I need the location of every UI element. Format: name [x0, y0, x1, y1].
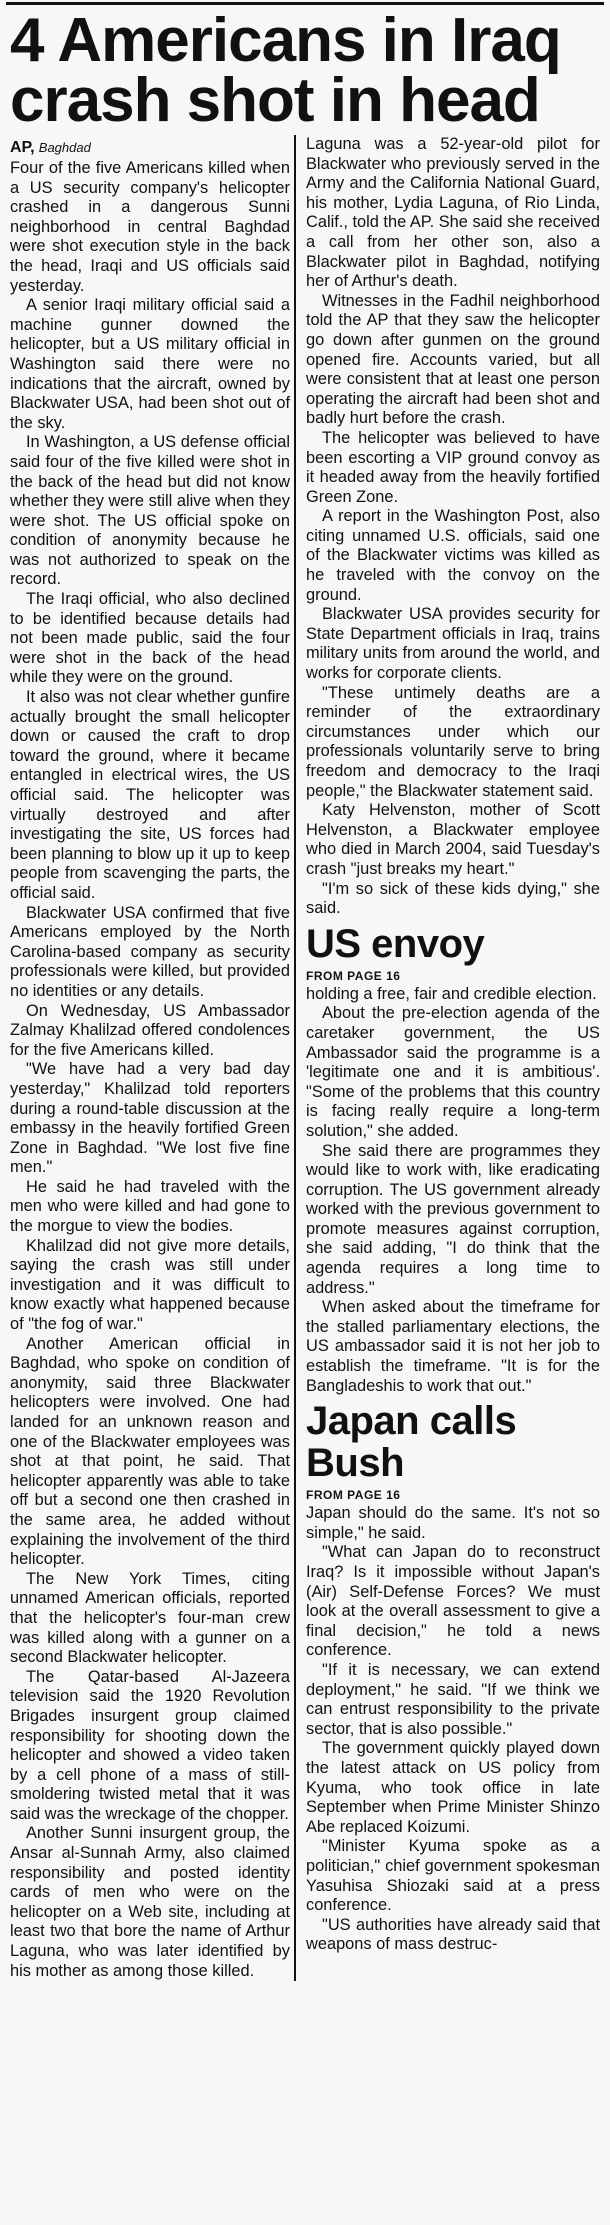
- paragraph: holding a free, fair and credible election.: [306, 984, 597, 1003]
- column-right: [294, 135, 604, 1981]
- paragraph: "Minister Kyuma spoke as a politician," chief government spokesman Yasuhisa Shiozaki said at a press conference.: [306, 1837, 600, 1915]
- paragraph: "US authorities have already said that weapons of mass destruc-: [306, 1915, 600, 1954]
- paragraph: Khalilzad did not give more details, saying the crash was still under investigation and it was difficult to know exactly what happened because of "the fog of war.": [10, 1236, 290, 1334]
- paragraph: A report in the Washington Post, also citing unnamed U.S. officials, said one of the Blackwater victims was killed as he traveled with the convoy on the ground.: [306, 507, 600, 604]
- paragraph: Four of the five Americans killed when a US security company's helicopter crashed in a dangerous Sunni neighborhood in central Baghdad were shot execution style in the back the head, Iraqi and US officials said yesterday.: [10, 159, 290, 295]
- paragraph: The helicopter was believed to have been escorting a VIP ground convoy as it headed away from the heavily fortified Green Zone.: [306, 428, 600, 506]
- envoy-title: US envoy: [306, 921, 485, 966]
- column-left: [6, 135, 294, 1981]
- japan-title-line-2: Bush: [306, 1441, 404, 1486]
- headline-line-2: crash shot in head: [10, 66, 540, 135]
- paragraph: "If it is necessary, we can extend deployment," he said. "If we think we can entrust responsibility to the private sector, that is also possible.": [306, 1660, 600, 1738]
- paragraph: When asked about the timeframe for the stalled parliamentary elections, the US ambassador said it is not her job to establish the timeframe. "It is for the Bangladeshis to work that out.": [306, 1298, 600, 1395]
- paragraph: In Washington, a US defense official said four of the five killed were shot in the back of the head but did not know whether they were still alive when they were shot. The US official spoke on condition of anonymity because he was not authorized to speak on the record.: [10, 433, 290, 589]
- headline-line-1: 4 Americans in Iraq: [10, 6, 561, 75]
- paragraph: "We have had a very bad day yesterday," Khalilzad told reporters during a round-table discussion at the embassy in the heavily fortified Green Zone in Baghdad. "We lost five fine men.": [10, 1060, 290, 1177]
- paragraph: Blackwater USA provides security for State Department officials in Iraq, trains military units from around the world, and works for corporate clients.: [306, 605, 600, 683]
- paragraph: "I'm so sick of these kids dying," she said.: [306, 879, 600, 918]
- paragraph: It also was not clear whether gunfire actually brought the small helicopter down or caused the craft to drop toward the ground, where it became entangled in electrical wires, the US official said. The helicopter was virtually destroyed and after investigating the site, US forces had been planning to blow up it up to keep people from scavenging the parts, the official said.: [10, 688, 290, 902]
- paragraph: He said he had traveled with the men who were killed and had gone to the morgue to view the bodies.: [10, 1177, 290, 1236]
- paragraph: She said there are programmes they would like to work with, like eradicating corruption. The US government already worked with the previous government to promote measures against corruption, she said adding, "I do think that the agenda requires a long time to address.": [306, 1141, 600, 1297]
- paragraph: Laguna was a 52-year-old pilot for Blackwater who previously served in the Army and the California National Guard, his mother, Lydia Laguna, of Rio Linda, Calif., told the AP. She said she received a call from her other son, also a Blackwater pilot in Baghdad, notifying her of Arthur's death.: [306, 135, 600, 291]
- japan-body: [306, 1504, 600, 1955]
- paragraph: The government quickly played down the latest attack on US policy from Kyuma, who took office in late September when Prime Minister Shinzo Abe replaced Koizumi.: [306, 1739, 600, 1836]
- article-columns: [6, 135, 604, 1981]
- dateline-city: Baghdad: [38, 140, 91, 155]
- newspaper-page: [6, 0, 604, 2225]
- paragraph: Japan should do the same. It's not so simple," he said.: [306, 1504, 600, 1542]
- paragraph: The New York Times, citing unnamed American officials, reported that the helicopter's four-man crew was killed along with a gunner on a second Blackwater helicopter.: [10, 1569, 290, 1667]
- japan-from-label: FROM PAGE 16: [306, 1488, 401, 1503]
- envoy-body: [306, 985, 600, 1396]
- envoy-from-label: FROM PAGE 16: [306, 968, 401, 983]
- top-rule: [6, 2, 604, 5]
- paragraph: Katy Helvenston, mother of Scott Helvenston, a Blackwater employee who died in March 2004, said Tuesday's crash "just breaks my heart.": [306, 801, 600, 878]
- dateline: [10, 139, 290, 157]
- dateline-agency: AP,: [10, 139, 35, 156]
- paragraph: On Wednesday, US Ambassador Zalmay Khalilzad offered condolences for the five Americans killed.: [10, 1001, 290, 1059]
- paragraph: Blackwater USA confirmed that five Americans employed by the North Carolina-based company as security professionals were killed, but provided no identities or any details.: [10, 903, 290, 1000]
- paragraph: The Iraqi official, who also declined to be identified because details had not been made public, said the four were shot in the back of the head while they were on the ground.: [10, 590, 290, 687]
- headline: [10, 6, 604, 135]
- paragraph: "What can Japan do to reconstruct Iraq? Is it impossible without Japan's (Air) Self-Defense Forces? We must look at the overall assessment to give a final decision," he told a news conference.: [306, 1543, 600, 1660]
- paragraph: "These untimely deaths are a reminder of the extraordinary circumstances under which our professionals voluntarily serve to bring freedom and democracy to the Iraqi people," the Blackwater statement said.: [306, 683, 600, 800]
- paragraph: Another American official in Baghdad, who spoke on condition of anonymity, said three Blackwater helicopters were involved. One had landed for an unknown reason and one of the Blackwater employees was shot at that point, he said. That helicopter apparently was able to take off but a second one then crashed in the same area, he added without explaining the involvement of the third helicopter.: [10, 1334, 290, 1569]
- column-left-body: [10, 159, 290, 1981]
- paragraph: Another Sunni insurgent group, the Ansar al-Sunnah Army, also claimed responsibility and posted identity cards of men who were on the helicopter on a Web site, including at least two that bore the name of Arthur Laguna, who was later identified by his mother as among those killed.: [10, 1824, 290, 1980]
- column-right-body: [306, 135, 600, 919]
- japan-title: [306, 1400, 600, 1484]
- paragraph: Witnesses in the Fadhil neighborhood told the AP that they saw the helicopter go down after gunmen on the ground opened fire. Accounts varied, but all were consistent that at least one person operating the aircraft had been shot and badly hurt before the crash.: [306, 291, 600, 428]
- paragraph: A senior Iraqi military official said a machine gunner downed the helicopter, but a US military official in Washington said there were no indications that the aircraft, owned by Blackwater USA, had been shot out of the sky.: [10, 296, 290, 432]
- paragraph: The Qatar-based Al-Jazeera television said the 1920 Revolution Brigades insurgent group claimed responsibility for shooting down the helicopter and showed a video taken by a cell phone of a mass of still-smoldering twisted metal that it was said was the wreckage of the chopper.: [10, 1667, 290, 1823]
- japan-title-line-1: Japan calls: [306, 1399, 517, 1444]
- paragraph: About the pre-election agenda of the caretaker government, the US Ambassador said the programme is a 'legitimate one and it is ambitious'. "Some of the problems that this country is facing really require a long-term solution," she added.: [306, 1004, 600, 1140]
